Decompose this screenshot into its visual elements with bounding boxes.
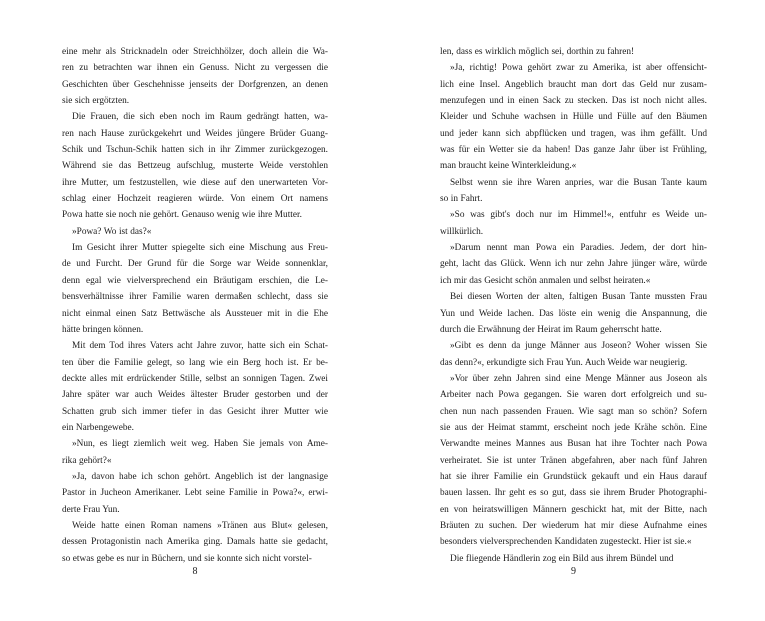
- text-line: hat sie ihrer Familie ein Grundstück gekauft und ein Haus darauf: [440, 471, 707, 482]
- paragraph: [440, 338, 707, 371]
- text-line: ein Narbengewebe.: [62, 422, 134, 433]
- text-line: Mit dem Tod ihres Vaters acht Jahre zuvor, hatte sich ein Schat-: [72, 341, 328, 352]
- text-line: man braucht keine Winterkleidung.«: [440, 161, 577, 172]
- text-line: sie sich ergötzten.: [62, 96, 130, 107]
- text-line: Geschichten über Geschehnisse jenseits der Dorfgrenzen, an denen: [62, 79, 328, 90]
- text-line: ten über die Familie gelegt, so lang wie ein Berg hoch ist. Er be-: [62, 357, 328, 368]
- text-line: chen nun nach passenden Frauen. Wie sagt man so schön? Sofern: [440, 406, 707, 417]
- text-line: schlag einer Hochzeit reagieren würde. Von einem Ort namens: [62, 194, 328, 205]
- text-line: bauen lassen. Ihr geht es so gut, dass sie ihrem Bruder Photographi-: [440, 488, 707, 499]
- text-line: was für ein Wetter sie da haben! Das ganze Jahr über ist Frühling,: [440, 145, 707, 156]
- text-line: und jeder kann sich abpflücken und tragen, was ihm gefällt. Und: [440, 128, 707, 139]
- text-line: Schatten grub sich immer tiefer in das Gesicht ihrer Mutter wie: [62, 406, 328, 417]
- text-line: Die fliegende Händlerin zog ein Bild aus ihrem Bündel und: [450, 553, 674, 564]
- text-line: deckte alles mit erdrückender Stille, selbst an sonnigen Tagen. Zwei: [62, 373, 328, 384]
- page-left-text-block: [62, 44, 328, 567]
- paragraph: [62, 240, 328, 338]
- text-line: das denn?«, erkundigte sich Frau Yun. Auch Weide war neugierig.: [440, 357, 688, 368]
- text-line: ihre Mutter, um festzustellen, wie diese auf den unerwarteten Vor-: [62, 177, 328, 188]
- paragraph: [440, 371, 707, 551]
- paragraph: [440, 207, 707, 240]
- page-left: [62, 0, 328, 621]
- text-line: ren zu betrachten war ihnen ein Genuss. Nicht zu vergessen die: [62, 63, 328, 74]
- text-line: derte Frau Yun.: [62, 504, 120, 515]
- text-line: Weide hatte einen Roman namens »Tränen aus Blut« gelesen,: [72, 520, 328, 531]
- text-line: Powa hatte sie noch nie gehört. Genauso wenig wie ihre Mutter.: [62, 210, 302, 221]
- text-line: eine mehr als Stricknadeln oder Streichhölzer, doch allein die Wa-: [62, 47, 328, 57]
- text-line: de und Furcht. Der Grund für die Sorge war Weide sonnenklar,: [62, 259, 328, 270]
- text-line: bensverhältnisse ihrer Familie waren dermaßen schlecht, dass sie: [62, 292, 328, 303]
- text-line: »So was gibt's doch nur im Himmel!«, entfuhr es Weide un-: [450, 210, 707, 221]
- text-line: hätte bringen können.: [62, 324, 144, 335]
- text-line: so etwas gebe es nur in Büchern, und sie konnte sich nicht vorstel-: [62, 553, 312, 564]
- text-line: Die Frauen, die sich eben noch im Raum gedrängt hatten, wa-: [72, 112, 328, 123]
- paragraph: [62, 436, 328, 469]
- text-line: so in Fahrt.: [440, 194, 483, 205]
- text-line: Kleider und Schuhe wachsen in Hülle und Fülle auf den Bäumen: [440, 112, 707, 123]
- text-line: Yun und Weide lachen. Das löste ein wenig die Anspannung, die: [440, 308, 707, 319]
- paragraph: [440, 44, 707, 60]
- text-line: durch die Erwähnung der Heirat im Raum geherrscht hatte.: [440, 324, 662, 335]
- text-line: »Nun, es liegt ziemlich weit weg. Haben Sie jemals von Ame-: [72, 439, 328, 450]
- text-line: Während sie das Bettzeug aufschlug, musterte Weide verstohlen: [62, 161, 328, 172]
- page-right-text-block: [440, 44, 707, 567]
- paragraph: [440, 175, 707, 208]
- text-line: lich eine Insel. Angeblich braucht man dort das Geld nur zusam-: [440, 79, 707, 90]
- text-line: Bräuten zu suchen. Der wiederum hat mir diese Aufnahme eines: [440, 520, 707, 531]
- text-line: denn egal wie vielversprechend ein Bräutigam erschien, die Le-: [62, 275, 328, 286]
- text-line: rika gehört?«: [62, 455, 112, 466]
- text-line: Selbst wenn sie ihre Waren anpries, war die Busan Tante kaum: [450, 177, 707, 188]
- text-line: »Darum nennt man Powa ein Paradies. Jedem, der dort hin-: [450, 243, 707, 254]
- text-line: Bei diesen Worten der alten, faltigen Busan Tante mussten Frau: [450, 292, 707, 303]
- paragraph: [62, 338, 328, 436]
- paragraph: [62, 44, 328, 109]
- page-number-left: 8: [192, 566, 198, 577]
- text-line: Im Gesicht ihrer Mutter spiegelte sich eine Mischung aus Freu-: [72, 243, 328, 254]
- text-line: »Gibt es denn da junge Männer aus Joseon? Woher wissen Sie: [450, 341, 707, 352]
- page-right: [440, 0, 707, 621]
- text-line: Schik und Tschun-Schik hatten sich in ihr Zimmer zurückgezogen.: [62, 145, 328, 156]
- paragraph: [440, 240, 707, 289]
- paragraph: [62, 224, 328, 240]
- text-line: nicht einmal einen Satz Bettwäsche als Aussteuer mit in die Ehe: [62, 308, 328, 319]
- text-line: »Powa? Wo ist das?«: [72, 226, 152, 237]
- text-line: verheiratet. Sie ist unter Tränen abgefahren, aber nach fünf Jahren: [440, 455, 707, 466]
- text-line: ren nach Hause zurückgekehrt und Weides jüngere Brüder Guang-: [62, 128, 328, 139]
- text-line: »Vor über zehn Jahren sind eine Menge Männer aus Joseon als: [450, 373, 707, 384]
- text-line: len, dass es wirklich möglich sei, dorthin zu fahren!: [440, 47, 635, 57]
- text-line: Jahre später war auch Weides ältester Bruder gestorben und der: [62, 390, 328, 401]
- paragraph: [62, 469, 328, 518]
- text-line: Verwandte meines Mannes aus Busan hat ihre Tochter nach Powa: [440, 439, 707, 450]
- paragraph: [440, 60, 707, 174]
- text-line: »Ja, richtig! Powa gehört zwar zu Amerika, ist aber offensicht-: [450, 63, 707, 74]
- paragraph: [62, 518, 328, 567]
- text-line: menzufegen und in einen Sack zu stecken. Das ist noch nicht alles.: [440, 96, 707, 107]
- text-line: Pastor in Jucheon Amerikaner. Lebt seine Familie in Powa?«, erwi-: [62, 488, 328, 499]
- text-line: Arbeiter nach Powa gegangen. Sie waren dort erfolgreich und su-: [440, 390, 707, 401]
- text-line: dessen Protagonistin nach Amerika ging. Damals hatte sie gedacht,: [62, 537, 328, 548]
- text-line: »Ja, davon habe ich schon gehört. Angeblich ist der langnasige: [72, 471, 328, 482]
- page-number-right: 9: [571, 566, 576, 577]
- text-line: geht, lacht das Glück. Wenn ich nur zehn Jahre jünger wäre, würde: [440, 259, 707, 270]
- paragraph: [62, 109, 328, 223]
- paragraph: [440, 289, 707, 338]
- text-line: willkürlich.: [440, 226, 484, 237]
- text-line: ich mir das Gesicht schön anmalen und selbst heiraten.«: [440, 275, 651, 286]
- text-line: besonders vielversprechenden Kandidaten zugesteckt. Hier ist sie.«: [440, 537, 692, 548]
- text-line: en von heiratswilligen Männern geschickt hat, mit der Bitte, nach: [440, 504, 707, 515]
- text-line: sie aus der Heimat stammt, erscheint noch jede Krähe schön. Eine: [440, 422, 707, 433]
